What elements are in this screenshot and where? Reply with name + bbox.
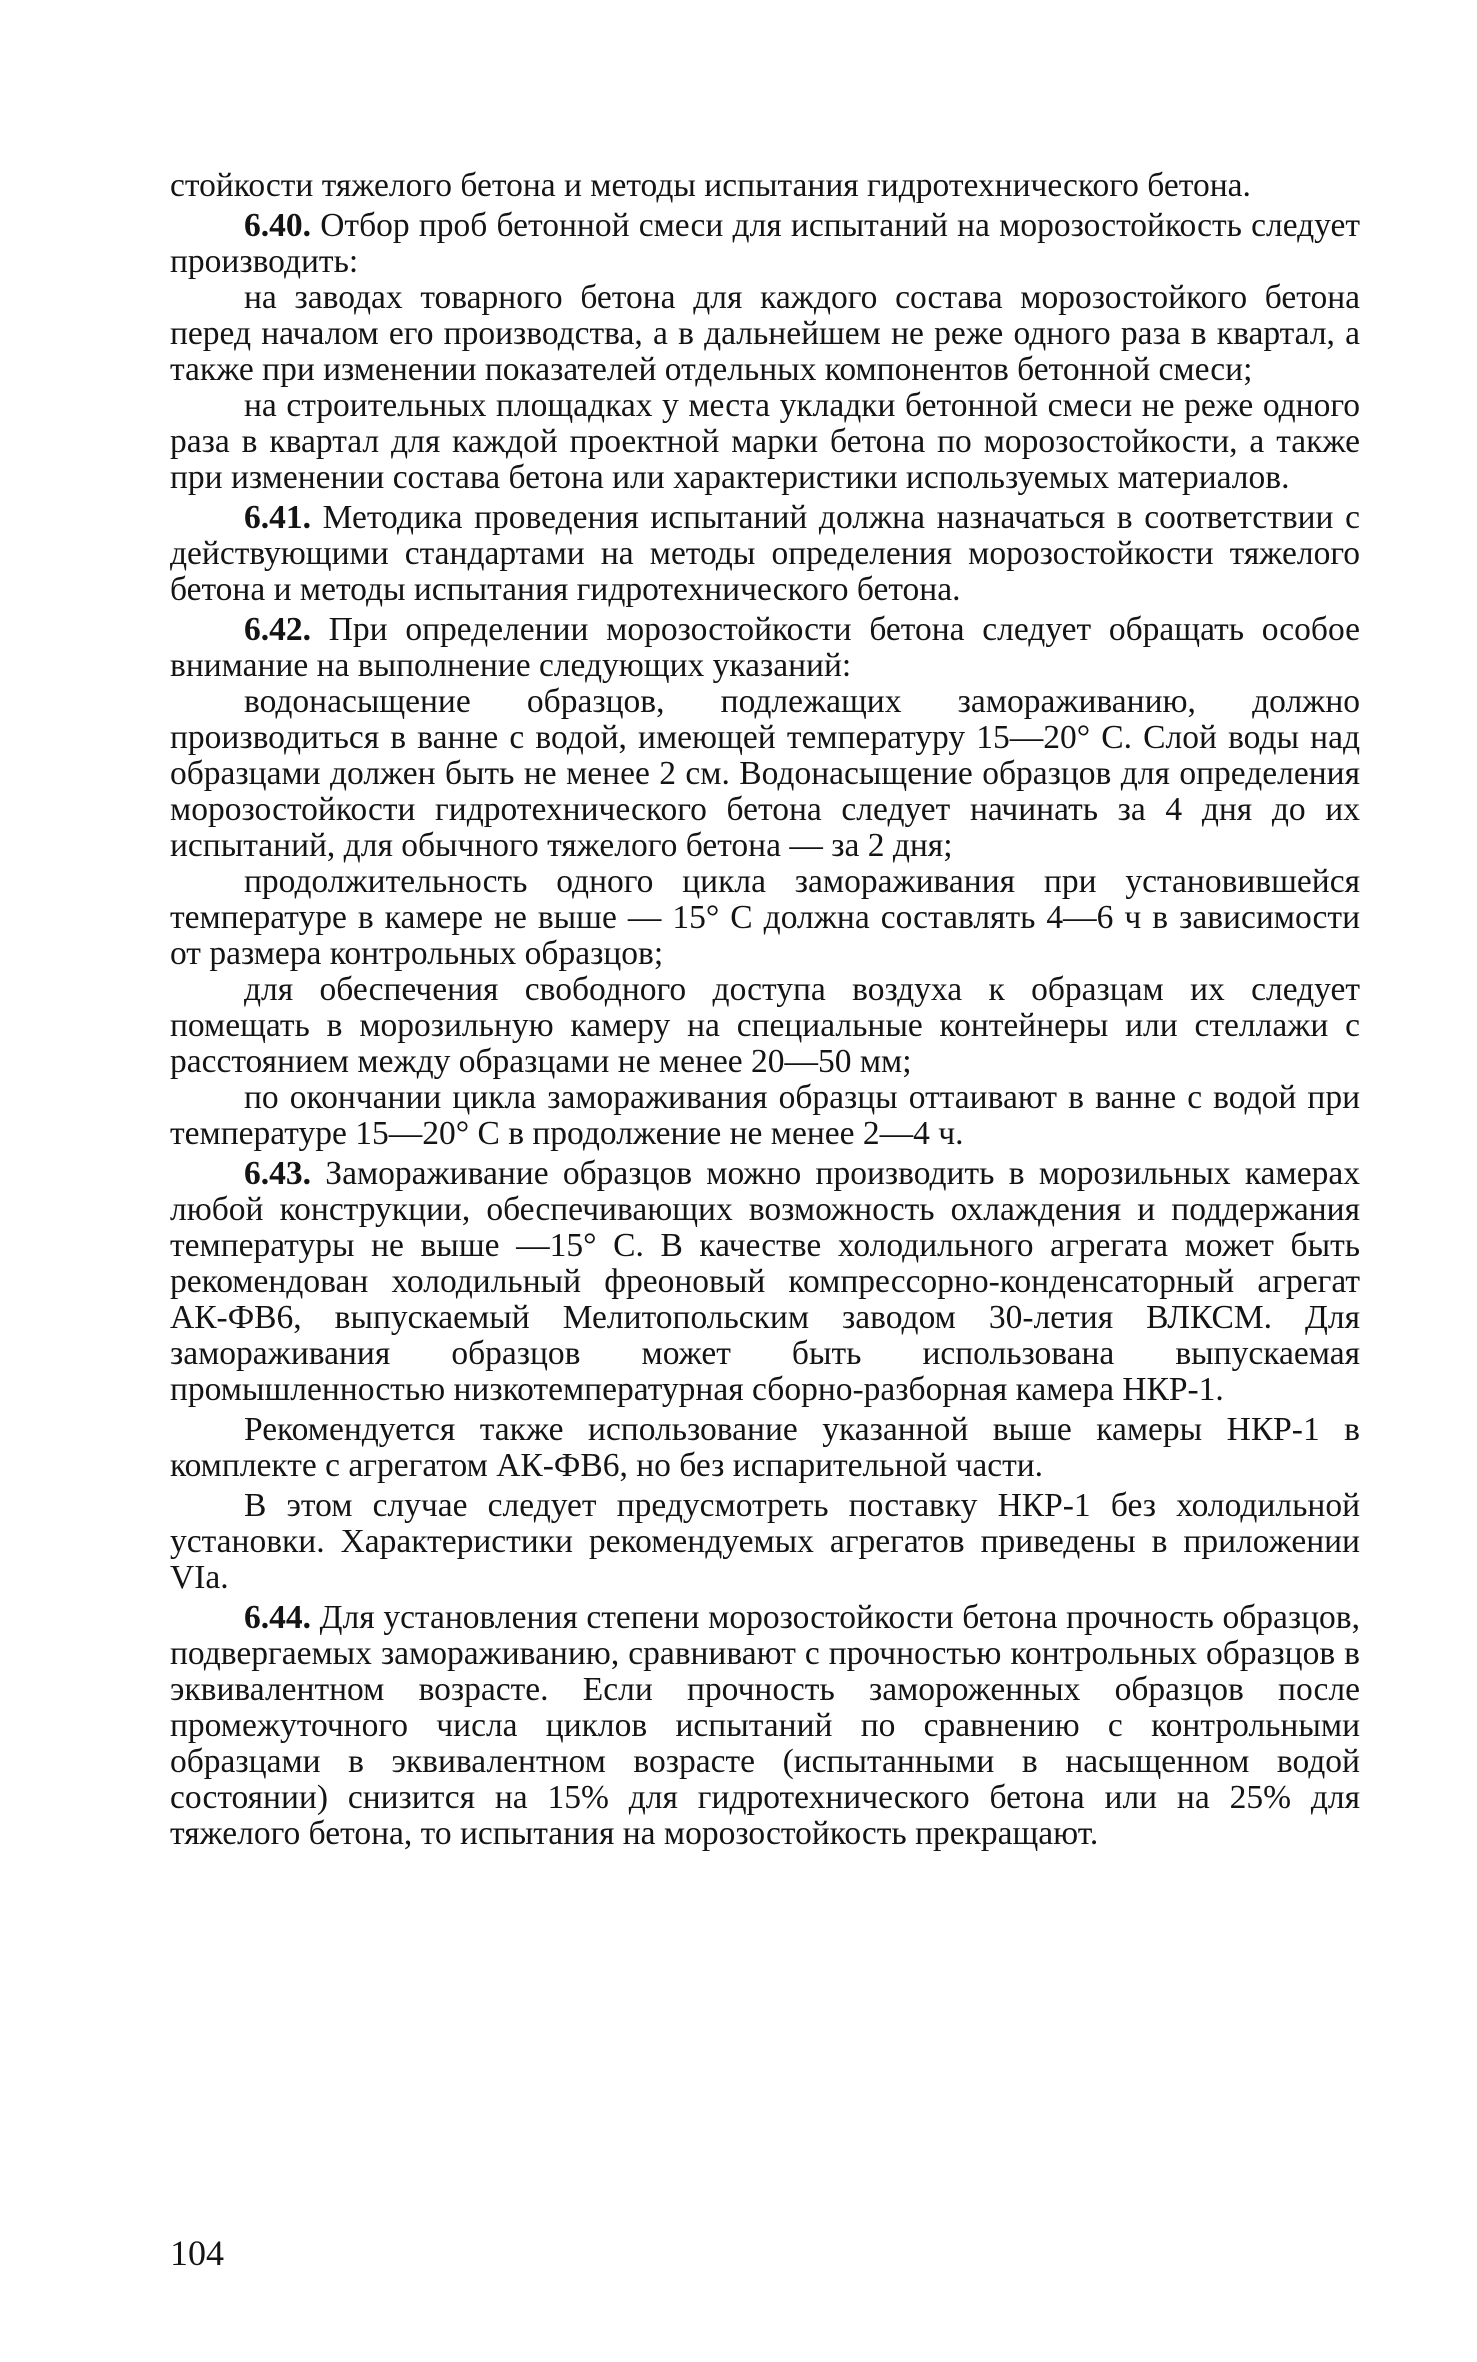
paragraph-6-43: 6.43. Замораживание образцов можно производить в морозильных камерах любой конструкции, обеспечивающих возможность охлаждения и поддержания температуры не выше —15° С. В качестве холодильного агрегата может быть рекомендован холодильный фреоновый компрессорно-конденсаторный агрегат АК-ФВ6, выпускаемый Мелитопольским заводом 30-летия ВЛКСМ. Для замораживания образцов может быть использована выпускаемая промышленностью низкотемпературная сборно-разборная камера НКР-1. (170, 1155, 1360, 1408)
section-number: 6.41. (244, 499, 311, 536)
paragraph-6-44: 6.44. Для установления степени морозостойкости бетона прочность образцов, подвергаемых замораживанию, сравнивают с прочностью контрольных образцов в эквивалентном возрасте. Если прочность замороженных образцов после промежуточного числа циклов испытаний по сравнению с контрольными образцами в эквивалентном возрасте (испытанными в насыщенном водой состоянии) снизится на 15% для гидротехнического бетона или на 25% для тяжелого бетона, то испытания на морозостойкость прекращают. (170, 1599, 1360, 1852)
list-item: на заводах товарного бетона для каждого состава морозостойкого бетона перед началом его производства, а в дальнейшем не реже одного раза в квартал, а также при изменении показателей отдельных компонентов бетонной смеси; (170, 279, 1360, 388)
paragraph: Рекомендуется также использование указанной выше камеры НКР-1 в комплекте с агрегатом АК-ФВ6, но без испарительной части. (170, 1411, 1360, 1484)
paragraph: В этом случае следует предусмотреть поставку НКР-1 без холодильной установки. Характеристики рекомендуемых агрегатов приведены в приложении VIa. (170, 1487, 1360, 1596)
section-number: 6.43. (244, 1155, 311, 1192)
list-item: по окончании цикла замораживания образцы оттаивают в ванне с водой при температуре 15—20° С в продолжение не менее 2—4 ч. (170, 1079, 1360, 1152)
list-item: водонасыщение образцов, подлежащих замораживанию, должно производиться в ванне с водой, имеющей температуру 15—20° С. Слой воды над образцами должен быть не менее 2 см. Водонасыщение образцов для определения морозостойкости гидротехнического бетона следует начинать за 4 дня до их испытаний, для обычного тяжелого бетона — за 2 дня; (170, 683, 1360, 864)
list-item: продолжительность одного цикла замораживания при установившейся температуре в камере не выше — 15° С должна составлять 4—6 ч в зависимости от размера контрольных образцов; (170, 863, 1360, 972)
page-body (170, 168, 1360, 1852)
paragraph-6-40: 6.40. Отбор проб бетонной смеси для испытаний на морозостойкость следует производить: (170, 207, 1360, 280)
section-number: 6.42. (244, 611, 311, 648)
section-number: 6.44. (244, 1599, 311, 1636)
list-item: на строительных площадках у места укладки бетонной смеси не реже одного раза в квартал для каждой проектной марки бетона по морозостойкости, а также при изменении состава бетона или характеристики используемых материалов. (170, 387, 1360, 496)
paragraph-6-41: 6.41. Методика проведения испытаний должна назначаться в соответствии с действующими стандартами на методы определения морозостойкости тяжелого бетона и методы испытания гидротехнического бетона. (170, 499, 1360, 608)
section-number: 6.40. (244, 207, 311, 244)
list-item: для обеспечения свободного доступа воздуха к образцам их следует помещать в морозильную камеру на специальные контейнеры или стеллажи с расстоянием между образцами не менее 20—50 мм; (170, 971, 1360, 1080)
paragraph-continuation: стойкости тяжелого бетона и методы испытания гидротехнического бетона. (170, 167, 1251, 204)
paragraph-6-42: 6.42. При определении морозостойкости бетона следует обращать особое внимание на выполнение следующих указаний: (170, 611, 1360, 684)
page-number: 104 (170, 2233, 224, 2273)
